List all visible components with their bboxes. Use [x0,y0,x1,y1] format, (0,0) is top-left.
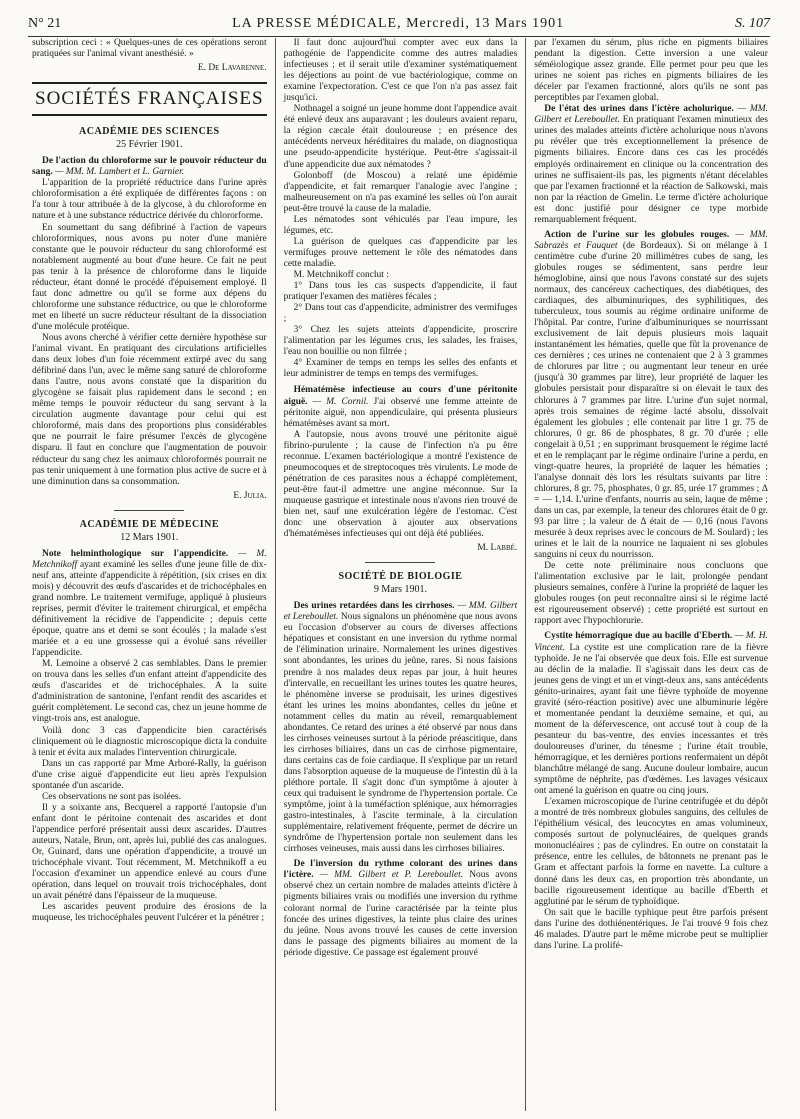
paragraph: subscription ceci : « Quelques-unes de ces opérations seront pratiquées sur l'animal vivant anesthésié. » [32,38,267,60]
signature: E. Julia. [233,490,267,501]
paragraph: A l'autopsie, nous avons trouvé une péritonite aiguë fibrino-purulente ; la cause de l'infection n'a pu être reconnue. L'examen bactériologique a montré l'existence de pneumocoques et de streptocoques très virulents. Le mode de pénétration de ces parasites nous a échappé complètement, peut-être faut-il admettre une angine méconnue. Sur la muqueuse gastrique et intestinale nous n'avons rien trouvé de bien net, sauf une exulcération légère de l'estomac. C'est donc une observation à ajouter aux observations d'hématémèses infectieuses qui ont déjà été publiées. [283,429,518,540]
article-authors: — M. Metchnikoff [32,548,267,570]
paragraph: L'apparition de la propriété réductrice dans l'urine après chloroformisation a été expliquée de différentes façons : on l'a tour à tour attribuée à de la glycose, à du chloroforme en nature et à une substance réductrice dérivée du chlororforme. [32,178,267,222]
divider [365,562,435,563]
divider [114,510,184,511]
paragraph: M. Metchnikoff conclut : [293,269,389,280]
paragraph: 4° Examiner de temps en temps les selles des enfants et leur administrer de temps en temps des vermifuges. [283,358,518,380]
article-lead [284,859,518,958]
column-3 [525,38,776,1111]
paragraph: En soumettant du sang défibriné à l'action de vapeurs chloroformiques, nous avons pu noter d'une manière constante que le pouvoir réducteur du sang chloroformé est notablement augmenté au bout d'une heure. Ce fait ne peut pas tenir à la présence de chloroforme dans le liquide réducteur, étant donné le procédé d'épuisement employé. Il faut donc admettre ou qu'il se forme aux dépens du chloroforme une substance réductrice, ou que le chloroforme met en liberté un sucre réducteur résultant de la dissociation d'une molécule protéique. [32,222,267,332]
article-title: Cystite hémorragique due au bacille d'Eberth. [544,631,733,642]
article-title: De l'action du chloroforme sur le pouvoir réducteur du sang. [32,156,267,178]
paragraph: (de Bordeaux). Si on mélange à 1 centimètre cube d'urine 20 millimètres cubes de sang, les globules rouges se sédimentent, sans perdre leur hémoglobine, ainsi que nous l'avons constaté sur des sujets normaux, des cancéreux cachectiques, des diabétiques, des cardiaques, des albuminuriques, des syphilitiques, des tuberculeux, tous soumis au régime ordinaire uniforme de l'hôpital. Par contre, l'urine d'albuminuriques se nourrissant exclusivement de lait depuis plusieurs mois laquait instantanément les hématies, quelle que fût la provenance de ces dernières ; ces urines ne contenaient que 2 à 3 grammes de chlorures par litre ; ou augmentant leur teneur en urée (jusqu'à 30 grammes par litre), leur propriété de laquer les globules persistait pour disparaître si on élevait le taux des chlorures à 7 grammes par litre. L'urine d'un sujet normal, après trois semaines de régime lacté absolu, dissolvait également les globules ; elle contenait par litre 1 gr. 75 de chlorures, 0 gr. 86 de phosphates, 8 gr. 70 d'urée ; elle congelait à 0,51 ; en supprimant brusquement le régime lacté et en le remplaçant par le régime ordinaire l'urine a perdu, en vingt-quatre heures, la propriété de laquer les hématies ; l'analyse donnait dès lors les résultats suivants par litre : chlorures, 8 gr. 75, phosphates, 0 gr. 85, urée 17 grammes ; Δ = — 1,14. L'urine d'enfants, nourris au sein, laque de même ; dans un cas, par exemple, la teneur des chlorures était de 0 gr. 93 par litre ; la valeur de Δ était de — 0,16 (nous l'avons mesurée à deux reprises avec le concours de M. Soulard) ; les urines et le lait de la nourrice ne laquaient ni ses globules sanguins ni ceux du nourrisson. [534,240,768,561]
paragraph: Nous signalons un phénomène que nous avons eu l'occasion d'observer au cours de diverses affections hépatiques et consistant en une inversion du rythme normal de l'élimination urinaire. Normalement les urines digestives sont abondantes, les urines du jeûne, rares. Si nous faisions prendre à nos malades deux repas par jour, à huit heures d'intervalle, en recueillant les urines toutes les quatre heures, le phénomène inverse se produisait, les urines digestives étant les urines les moins abondantes, celles du jeûne et notamment celles du matin au réveil, remarquablement abondantes. Ce retard des urines a été observé par nous dans les cirrhoses veineuses surtout à la période préascitique, dans les cirrhoses biliaires, dans un cas de cirrhose pigmentaire, dans certains cas de foie cardiaque. Il s'explique par un retard dans l'absorption aqueuse de la muqueuse de l'intestin dû à la pléthore portale. Il s'agit donc d'un symptôme à ajouter à ceux qui traduisent le syndrome de l'hypertension portale. Ce symptôme, joint à la tuméfaction splénique, aux hémorragies gastro-intestinales, à l'ascite terminale, à la circulation supplémentaire, relativement fréquente, permet de décrire un syndrôme de l'hypertension portale non seulement dans les cirrhoses veineuses, mais aussi dans les cirrhoses biliaires. [283,612,518,855]
article-lead [284,385,518,429]
paragraph: L'examen microscopique de l'urine centrifugée et du dépôt a montré de très nombreux globules sanguins, des cellules de l'épithélium vésical, des leucocytes en amas volumineux, composés surtout de polynucléaires, de quelques grands mononucléaires ; pas de cylindres. En outre on constatait la présence, entre les cellules, de bâtonnets ne prenant pas le Gram et affectant parfois la forme en navette. La culture a donné dans les deux cas, en proportion très abondante, un bacille rigoureusement identique au bacille d'Eberth et agglutiné par le sérum de typhoïdique. [534,797,768,907]
paragraph: Les ascarides peuvent produire des érosions de la muqueuse, les trichocéphales peuvent l'ulcérer et la pénétrer ; [32,902,267,924]
paragraph: ayant examiné les selles d'une jeune fille de dix-neuf ans, atteinte d'appendicite à répétition, (six crises en dix mois) y découvrit des œufs d'ascarides et de trichocéphales en grand nombre. Le traitement vermifuge, appliqué à plusieurs reprises, permit d'éviter le traitement chirurgical, et empêcha définitivement la récidive de l'appendicite ; depuis cette époque, quatre ans et demi se sont écoulés ; la malade s'est mariée et a eu une grossesse qui a évolué sans réveiller l'appendicite. [32,559,267,659]
article-lead [284,601,518,855]
session-date: 9 Mars 1901. [373,584,427,596]
article-lead [32,156,267,178]
article-columns [24,38,776,1111]
society-heading: ACADÉMIE DES SCIENCES [79,126,220,138]
article-authors: — MM. Sabrazès et Fauquet [534,229,768,251]
paragraph: J'ai observé une femme atteinte de péritonite aiguë, non appendiculaire, qui présenta plusieurs hématémèses avant sa mort. [283,396,518,429]
page-header [28,8,770,37]
article-lead [534,104,768,226]
journal-title: LA PRESSE MÉDICALE, Mercredi, 13 Mars 1901 [232,16,565,31]
article-title: Des urines retardées dans les cirrhoses. [293,601,455,612]
signature: E. De Lavarenne. [197,63,267,74]
page-number: S. 107 [735,16,770,31]
article-title: Hématémèse infectieuse au cours d'une péritonite aiguë. [283,385,518,407]
paragraph: 3° Chez les sujets atteints d'appendicite, proscrire l'alimentation par les légumes crus, les salades, les fraises, l'eau non bouillie ou non filtrée ; [283,325,518,358]
paragraph: 2° Dans tout cas d'appendicite, administrer des vermifuges ; [283,303,518,325]
society-heading: ACADÉMIE DE MÉDECINE [79,518,220,530]
paragraph: par l'examen du sérum, plus riche en pigments biliaires pendant la digestion. Cette inversion a une valeur séméiologique assez grande. Elle permet pour peu que les urines ne soient pas riches en pigments biliaires de les déceler par l'examen fractionné, alors qu'ils ne sont pas perceptibles par l'examen global. [534,38,768,104]
paragraph: De cette note préliminaire nous concluons que l'alimentation exclusive par le lait, prolongée pendant plusieurs semaines, confère à l'urine la propriété de laquer les globules rouges (on peut reconnaître ainsi si le régime lacté est rigoureusement observé) ; cette propriété est surtout en rapport avec l'hypochlorurie. [534,561,768,627]
session-date: 12 Mars 1901. [120,531,179,543]
society-heading: SOCIÉTÉ DE BIOLOGIE [338,571,463,583]
paragraph: Nous avons observé chez un certain nombre de malades atteints d'ictère à pigments biliaires vrais ou modifiés une inversion du rythme colorant normal de l'urine caractérisée par la teinte plus foncée des urines digestives, la teinte plus claire des urines du jeûne. Nous avons trouvé les causes de cette inversion dans le passage des pigments biliaires au moment de la période digestive. Ce passage est également prouvé [283,870,518,958]
article-title: De l'état des urines dans l'ictère acholurique. [544,104,734,115]
session-date: 25 Février 1901. [116,139,183,151]
paragraph: La cystite est une complication rare de la fièvre typhoïde. Je ne l'ai observée que deux fois. Elle est survenue au déclin de la maladie. Il s'agissait dans les deux cas de jeunes gens de vingt et un et vingt-deux ans, sans antécédents génito-urinaires, ayant fait une fièvre typhoïde de moyenne gravité (séro-réaction positive) avec une albuminurie légère et momentanée pendant la deuxième semaine, et qui, au moment de la défervescence, ont accusé tout à coup de la pesanteur du bas-ventre, des envies incessantes et très douloureuses d'uriner, du ténesme ; l'urine était trouble, hémorragique, et les dernières portions renfermaient un dépôt blanchâtre mélangé de sang. Aucune douleur lombaire, aucun symptôme de néphrite, pas d'œdèmes. Les lavages vésicaux ont amené la guérison en quatre ou cinq jours. [534,642,768,797]
paragraph: Nous avons cherché à vérifier cette dernière hypothèse sur l'animal vivant. En pratiquant des circulations artificielles dans deux lobes d'un foie récemment extirpé avec du sang défibriné dans l'un, avec le même sang saturé de chloroforme dans l'autre, nous avons constaté que la disparition du glycogène se faisait plus rapidement dans le second ; en même temps le pouvoir réducteur du sang servant à la circulation augmente davantage pour celui qui est chloroformé, mais dans des proportions plus considérables que ne pourrait le faire présumer l'excès de glycogène disparu. Il faut en conclure que l'augmentation de pouvoir réducteur du sang chez les animaux chloroformés pourrait ne pas tenir uniquement à une formation plus active de sucre et à une diminution dans sa consommation. [32,332,267,487]
paragraph: On sait que le bacille typhique peut être parfois présent dans l'urine des dothiénentériques. Je l'ai trouvé 9 fois chez 46 malades. D'autre part le même microbe peut se multiplier dans l'urine. La prolifé- [534,907,768,951]
column-2 [275,38,526,1111]
paragraph: La guérison de quelques cas d'appendicite par les vermifuges prouve nettement le rôle des nématodes dans cette maladie. [283,236,518,269]
article-title: De l'inversion du rythme colorant des urines dans l'ictère. [283,859,518,881]
article-title: Note helminthologique sur l'appendicite. [42,548,229,559]
column-1 [24,38,275,1111]
article-lead [534,631,768,797]
article-authors: — MM. Gilbert et P. Lereboullet. [313,870,464,881]
signature: M. Labbé. [477,543,518,554]
article-authors: — M. Cornil. [307,396,369,407]
article-lead [32,549,267,659]
section-title: SOCIÉTÉS FRANÇAISES [32,82,267,116]
paragraph: Golonboff (de Moscou) a relaté une épidémie d'appendicite, et fait remarquer l'analogie avec l'angine ; malheureusement on n'a pas examiné les selles où l'on aurait peut-être trouvé la cause de la maladie. [283,170,518,214]
article-authors: — MM. Gilbert et Lereboullet. [534,104,768,126]
paragraph: Voilà donc 3 cas d'appendicite bien caractérisés cliniquement où le diagnostic microscopique dicta la conduite à tenir et évita aux malades l'intervention chirurgicale. [32,725,267,758]
article-authors: — M. H. Vincent. [534,631,768,653]
article-authors: — MM. M. Lambert et L. Garnier. [52,167,185,178]
paragraph: 1° Dans tous les cas suspects d'appendicite, il faut pratiquer l'examen des matières fécales ; [283,281,518,303]
article-title: Action de l'urine sur les globules rouges. [544,229,730,240]
paragraph: Nothnagel a soigné un jeune homme dont l'appendice avait été enlevé deux ans auparavant ; les douleurs avaient reparu, la région cæcale était douloureuse ; en présence des antécédents nerveux héréditaires du malade, on diagnostiqua une pseudo-appendicite hystérique. Peut-être s'agissait-il d'une appendicite due aux nématodes ? [283,104,518,170]
paragraph: Les nématodes sont véhiculés par l'eau impure, les légumes, etc. [283,214,518,236]
article-lead [534,230,768,561]
paragraph: En pratiquant l'examen minutieux des urines des malades atteints d'ictère acholurique nous n'avons pu révéler que très exceptionnellement la présence de pigments biliaires. Encore dans ces cas les procédés employés ordinairement en clinique ou la concentration des urines ne suffisaient-ils pas, les pigments n'étant décelables que par l'examen fractionné et la réaction de Salkowski, mais non par la réaction de Gmelin. Le terme d'ictère acholurique est donc justifié pour désigner ce type morbide remarquablement fréquent. [534,115,768,225]
paragraph: Ces observations ne sont pas isolées. [42,791,181,802]
article-authors: — MM. Gilbert et Lereboullet. [283,601,518,623]
paragraph: Il faut donc aujourd'hui compter avec eux dans la pathogénie de l'appendicite comme des autres maladies infectieuses ; et il serait utile d'examiner systématiquement les déjections au point de vue bactériologique, comme on examine l'expectoration. C'est ce que l'on n'a pas assez fait jusqu'ici. [283,38,518,104]
paragraph: Il y a soixante ans, Becquerel a rapporté l'autopsie d'un enfant dont le péritoine contenait des ascarides et dont l'appendice perforé présentait aussi deux ascarides. D'autres auteurs, Natale, Brun, ont, après lui, publié des cas analogues. Or, Guinard, dans une opération d'appendicite, a trouvé un trichocéphale vivant. Tout récemment, M. Metchnikoff a eu l'occasion d'examiner un appendice enlevé au cours d'une opération, dans lequel on trouvait trois trichocéphales, dont un avait pénétré dans l'épaisseur de la muqueuse. [32,802,267,902]
paragraph: Dans un cas rapporté par Mme Arboré-Rally, la guérison d'une crise aiguë d'appendicite eut lieu après l'expulsion spontanée d'un ascaride. [32,758,267,791]
paragraph: M. Lemoine a observé 2 cas semblables. Dans le premier on trouva dans les selles d'un enfant atteint d'appendicite des œufs d'ascarides et de trichocéphales. A la suite d'administration de santonine, l'enfant rendit des ascarides et guérit complètement. Le second cas, chez un jeune homme de vingt-trois ans, est analogue. [32,659,267,725]
issue-number: N° 21 [28,16,62,31]
